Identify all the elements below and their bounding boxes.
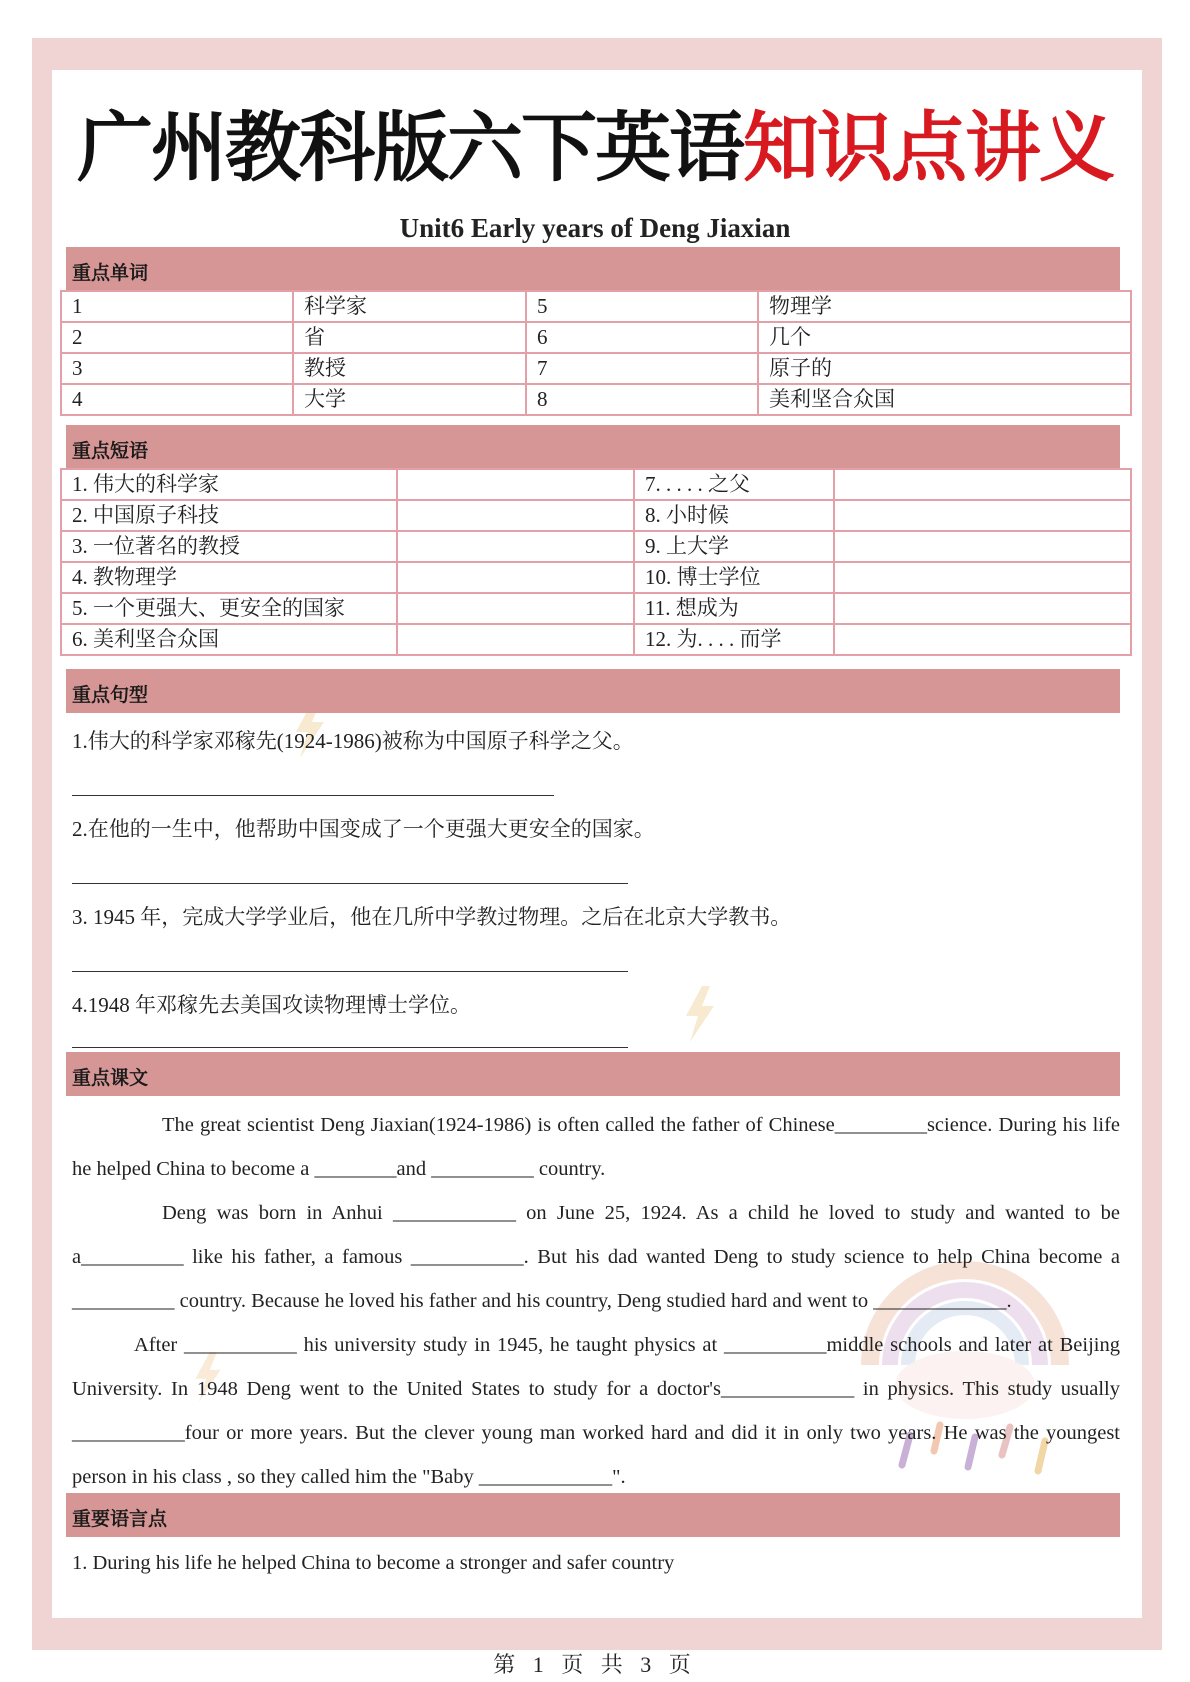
title-black: 广州教科版六下英语 xyxy=(77,103,743,192)
table-row xyxy=(61,531,1131,562)
phrase-cell: 10. 博士学位 xyxy=(634,562,834,593)
phrase-cell: 2. 中国原子科技 xyxy=(61,500,397,531)
phrase-cell: 9. 上大学 xyxy=(634,531,834,562)
table-row xyxy=(61,353,1131,384)
answer-blank xyxy=(834,469,1131,500)
passage-text xyxy=(72,1103,1120,1499)
answer-blank xyxy=(397,500,634,531)
word-number: 5 xyxy=(526,291,758,322)
word-number: 8 xyxy=(526,384,758,415)
section-label: 重点单词 xyxy=(72,262,149,284)
passage-paragraph: After ___________ his university study in 1945, he taught physics at __________middle schools and later at Beijing University. In 1948 Deng went to the United States to study for a doctor's_____________ in physics. This study usually ___________four or more years. But the clever young man worked hard and did it in only two years. He was the youngest person in his class , so they called him the "Baby _____________". xyxy=(72,1334,1120,1488)
answer-blank xyxy=(397,562,634,593)
table-row xyxy=(61,322,1131,353)
table-row xyxy=(61,500,1131,531)
phrase-cell: 1. 伟大的科学家 xyxy=(61,469,397,500)
table-row xyxy=(61,469,1131,500)
word-cell: 物理学 xyxy=(758,291,1131,322)
section-label: 重点课文 xyxy=(72,1067,149,1089)
table-row xyxy=(61,291,1131,322)
phrase-cell: 6. 美利坚合众国 xyxy=(61,624,397,655)
answer-blank xyxy=(834,593,1131,624)
word-number: 6 xyxy=(526,322,758,353)
phrase-cell: 12. 为. . . . 而学 xyxy=(634,624,834,655)
page-number: 第 1 页 共 3 页 xyxy=(493,1652,697,1677)
phrases-table xyxy=(60,468,1132,656)
lightning-watermark-icon xyxy=(680,986,720,1042)
section-header-words xyxy=(66,247,1120,291)
section-label: 重点短语 xyxy=(72,440,149,462)
phrase-cell: 8. 小时候 xyxy=(634,500,834,531)
passage-paragraph: Deng was born in Anhui ____________ on June 25, 1924. As a child he loved to study and wanted to be a__________ like his father, a famous ___________. But his dad wanted Deng to study science to help China become a __________ country. Because he loved his father and his country, Deng studied hard and went to _____________. xyxy=(72,1202,1120,1312)
table-row xyxy=(61,562,1131,593)
section-header-text xyxy=(66,1052,1120,1096)
answer-blank xyxy=(834,531,1131,562)
passage-paragraph: The great scientist Deng Jiaxian(1924-1986) is often called the father of Chinese_________science. During his life he helped China to become a ________and __________ country. xyxy=(72,1114,1120,1180)
word-cell: 科学家 xyxy=(293,291,526,322)
sentence-item: 3. 1945 年，完成大学学业后，他在几所中学教过物理。之后在北京大学教书。 xyxy=(72,905,792,929)
section-header-sentences xyxy=(66,669,1120,713)
vocabulary-table xyxy=(60,290,1132,416)
section-header-phrases xyxy=(66,425,1120,469)
answer-blank xyxy=(834,624,1131,655)
word-number: 2 xyxy=(61,322,293,353)
answer-blank xyxy=(397,624,634,655)
word-cell: 教授 xyxy=(293,353,526,384)
word-number: 4 xyxy=(61,384,293,415)
word-number: 3 xyxy=(61,353,293,384)
language-point-item: 1. During his life he helped China to become a stronger and safer country xyxy=(72,1552,675,1574)
table-row xyxy=(61,593,1131,624)
answer-line xyxy=(72,883,628,884)
word-cell: 大学 xyxy=(293,384,526,415)
table-row xyxy=(61,384,1131,415)
table-row xyxy=(61,624,1131,655)
answer-blank xyxy=(397,531,634,562)
sentence-item: 2.在他的一生中，他帮助中国变成了一个更强大更安全的国家。 xyxy=(72,817,655,841)
section-label: 重点句型 xyxy=(72,684,149,706)
title-red: 知识点讲义 xyxy=(743,103,1113,192)
answer-blank xyxy=(397,593,634,624)
phrase-cell: 3. 一位著名的教授 xyxy=(61,531,397,562)
phrase-cell: 7. . . . . 之父 xyxy=(634,469,834,500)
word-cell: 原子的 xyxy=(758,353,1131,384)
answer-blank xyxy=(834,500,1131,531)
section-header-language-points xyxy=(66,1493,1120,1537)
unit-subtitle: Unit6 Early years of Deng Jiaxian xyxy=(399,213,791,243)
word-cell: 几个 xyxy=(758,322,1131,353)
phrase-cell: 4. 教物理学 xyxy=(61,562,397,593)
section-label: 重要语言点 xyxy=(72,1508,168,1530)
answer-blank xyxy=(397,469,634,500)
answer-line xyxy=(72,1047,628,1048)
phrase-cell: 11. 想成为 xyxy=(634,593,834,624)
page-title xyxy=(0,98,1190,198)
word-cell: 省 xyxy=(293,322,526,353)
answer-blank xyxy=(834,562,1131,593)
answer-line xyxy=(72,971,628,972)
answer-line xyxy=(72,795,554,796)
word-number: 7 xyxy=(526,353,758,384)
sentence-item: 4.1948 年邓稼先去美国攻读物理博士学位。 xyxy=(72,993,471,1017)
phrase-cell: 5. 一个更强大、更安全的国家 xyxy=(61,593,397,624)
word-number: 1 xyxy=(61,291,293,322)
sentence-item: 1.伟大的科学家邓稼先(1924-1986)被称为中国原子科学之父。 xyxy=(72,729,634,753)
word-cell: 美利坚合众国 xyxy=(758,384,1131,415)
